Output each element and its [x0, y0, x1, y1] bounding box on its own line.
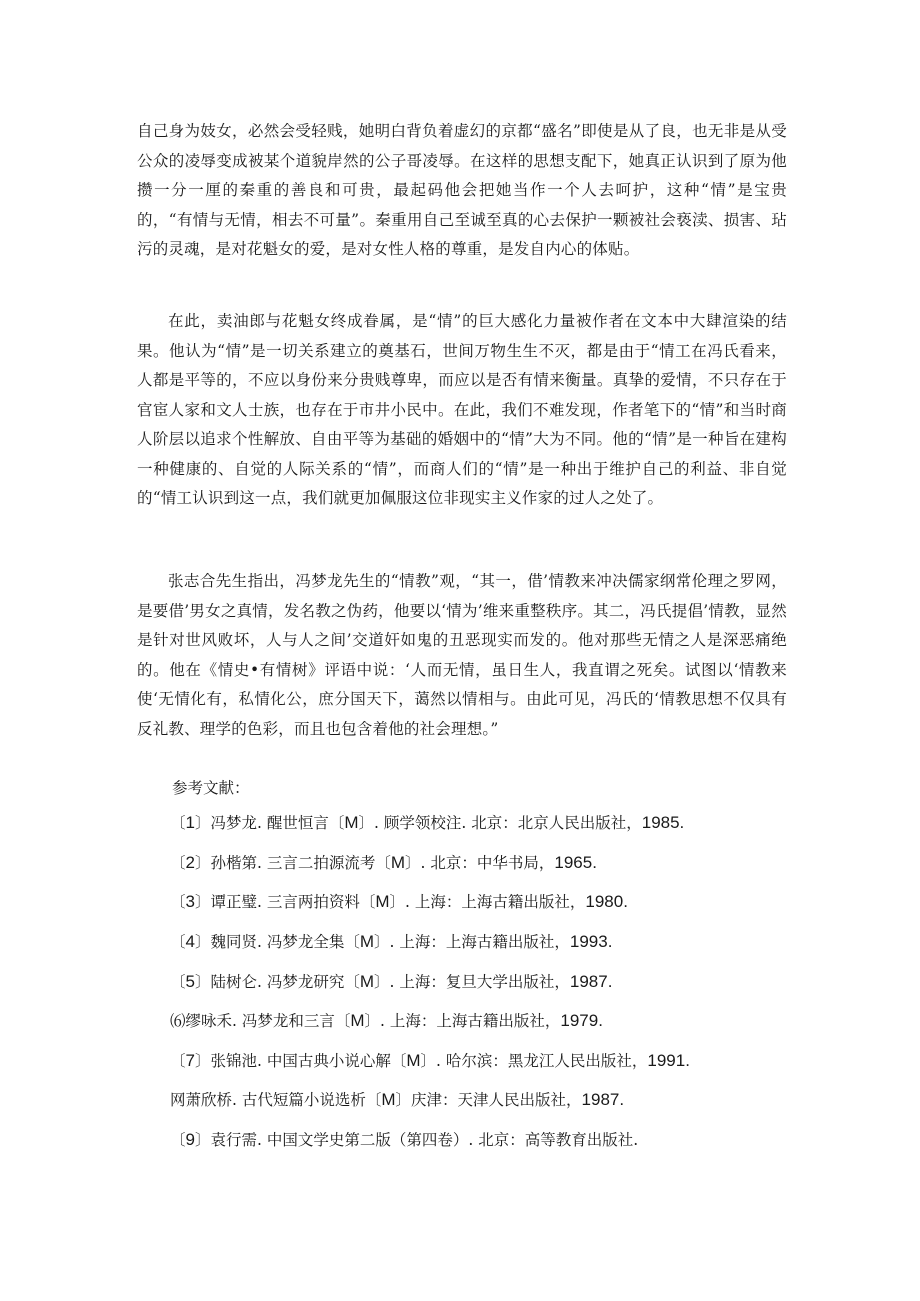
ref-text: 〕魏同贤. 冯梦龙全集〔 [194, 933, 360, 951]
ref-type: M [406, 1051, 421, 1070]
ref-type: M [344, 813, 359, 832]
paragraph-1-container [137, 117, 787, 265]
ref-publisher: 〕. 顾学领校注. 北京：北京人民出版社， [358, 814, 642, 832]
ref-year: 1985. [641, 813, 685, 832]
reference-item [170, 970, 612, 994]
ref-open-bracket: 〔 [170, 814, 186, 832]
ref-number: 7 [185, 1051, 195, 1070]
ref-publisher: 〕庆津：天津人民出版社， [395, 1091, 582, 1109]
reference-item [170, 1128, 638, 1152]
ref-number: 1 [185, 813, 195, 832]
reference-item [170, 1088, 624, 1112]
ref-open-bracket: 〔 [170, 933, 186, 951]
ref-type: M [375, 892, 390, 911]
ref-open-bracket: 〔 [170, 1052, 186, 1070]
ref-text: 〕谭正璧. 三言两拍资料〔 [194, 893, 376, 911]
ref-open-bracket: 〔 [170, 973, 186, 991]
ref-text: 〕孙楷第. 三言二拍源流考〔 [194, 854, 391, 872]
reference-item [170, 1009, 603, 1033]
ref-year: 1987. [569, 972, 613, 991]
ref-year: 1979. [560, 1011, 603, 1030]
ref-year: 1991. [647, 1051, 690, 1070]
ref-publisher: 〕. 上海：上海古籍出版社， [389, 893, 586, 911]
reference-item [170, 811, 684, 835]
references-heading: 参考文献： [172, 779, 250, 797]
reference-item [170, 930, 612, 954]
ref-type: M [359, 972, 375, 991]
paragraph-2-container [137, 307, 787, 514]
ref-publisher: 〕. 北京：中华书局， [405, 854, 555, 872]
ref-number: 9 [185, 1130, 195, 1149]
reference-item [170, 1049, 690, 1073]
paragraph-3: 张志合先生指出，冯梦龙先生的“情教”观，“其一，借’情教来冲决儒家纲常伦理之罗网，是要借’男女之真情，发名教之伪药，他要以‘情为’维来重整秩序。其二，冯氏提倡’情教，显然是针对世风败坏，人与人之间’交道奸如鬼的丑恶现实而发的。他对那些无情之人是深恶痛绝的。他在《情史•有情树》评语中说：‘人而无情，虽日生人，我直谓之死矣。试图以‘情教来使‘无情化有，私情化公，庶分国天下，蔼然以情相与。由此可见，冯氏的‘情教思想不仅具有反礼教、理学的色彩，而且也包含着他的社会理想。” [137, 572, 787, 738]
reference-item [170, 890, 628, 914]
ref-text: 〕冯梦龙. 醒世恒言〔 [194, 814, 345, 832]
ref-text: ⑹缪咏禾. 冯梦龙和三言〔 [170, 1012, 351, 1030]
paragraph-3-container [137, 567, 787, 744]
ref-publisher: 〕. 哈尔滨：黑龙江人民出版社， [420, 1052, 648, 1070]
ref-year: 1987. [581, 1090, 625, 1109]
ref-open-bracket: 〔 [170, 893, 186, 911]
ref-number: 4 [185, 932, 195, 951]
ref-text: 〕袁行需. 中国文学史第二版（第四卷）. 北京：高等教育出版社. [194, 1131, 639, 1149]
ref-open-bracket: 〔 [170, 1131, 186, 1149]
ref-year: 1993. [569, 932, 613, 951]
ref-open-bracket: 〔 [170, 854, 186, 872]
ref-year: 1965. [554, 853, 597, 872]
ref-text: 〕陆树仑. 冯梦龙研究〔 [194, 973, 360, 991]
ref-type: M [350, 1011, 365, 1030]
ref-number: 3 [185, 892, 195, 911]
ref-type: M [390, 853, 406, 872]
paragraph-2: 在此，卖油郎与花魁女终成眷属，是“情”的巨大感化力量被作者在文本中大肆渲染的结果。他认为“情”是一切关系建立的奠基石，世间万物生生不灭，都是由于“情工在冯氏看来，人都是平等的，不应以身份来分贵贱尊卑，而应以是否有情来衡量。真挚的爱情，不只存在于官宦人家和文人士族，也存在于市井小民中。在此，我们不难发现，作者笔下的“情”和当时商人阶层以追求个性解放、自由平等为基础的婚姻中的“情”大为不同。他的“情”是一种旨在建构一种健康的、自觉的人际关系的“情”，而商人们的“情”是一种出于维护自己的利益、非自觉的“情工认识到这一点，我们就更加佩服这位非现实主义作家的过人之处了。 [137, 312, 787, 507]
ref-publisher: 〕. 上海：上海古籍出版社， [364, 1012, 561, 1030]
ref-text: 网萧欣桥. 古代短篇小说选析〔 [170, 1091, 382, 1109]
ref-text: 〕张锦池. 中国古典小说心解〔 [194, 1052, 407, 1070]
ref-type: M [359, 932, 375, 951]
ref-type: M [381, 1090, 396, 1109]
ref-publisher: 〕. 上海：上海古籍出版社， [374, 933, 570, 951]
ref-number: 5 [185, 972, 195, 991]
ref-publisher: 〕. 上海：复旦大学出版社， [374, 973, 570, 991]
ref-year: 1980. [585, 892, 628, 911]
paragraph-1: 自己身为妓女，必然会受轻贱，她明白背负着虚幻的京都“盛名”即使是从了良，也无非是从受公众的凌辱变成被某个道貌岸然的公子哥凌辱。在这样的思想支配下，她真正认识到了原为他攒一分一厘的秦重的善良和可贵，最起码他会把她当作一个人去呵护，这种“情”是宝贵的，“有情与无情，相去不可量”。秦重用自己至诚至真的心去保护一颗被社会亵渎、损害、玷污的灵魂，是对花魁女的爱，是对女性人格的尊重，是发自内心的体贴。 [137, 122, 787, 258]
ref-number: 2 [185, 853, 195, 872]
reference-item [170, 851, 597, 875]
